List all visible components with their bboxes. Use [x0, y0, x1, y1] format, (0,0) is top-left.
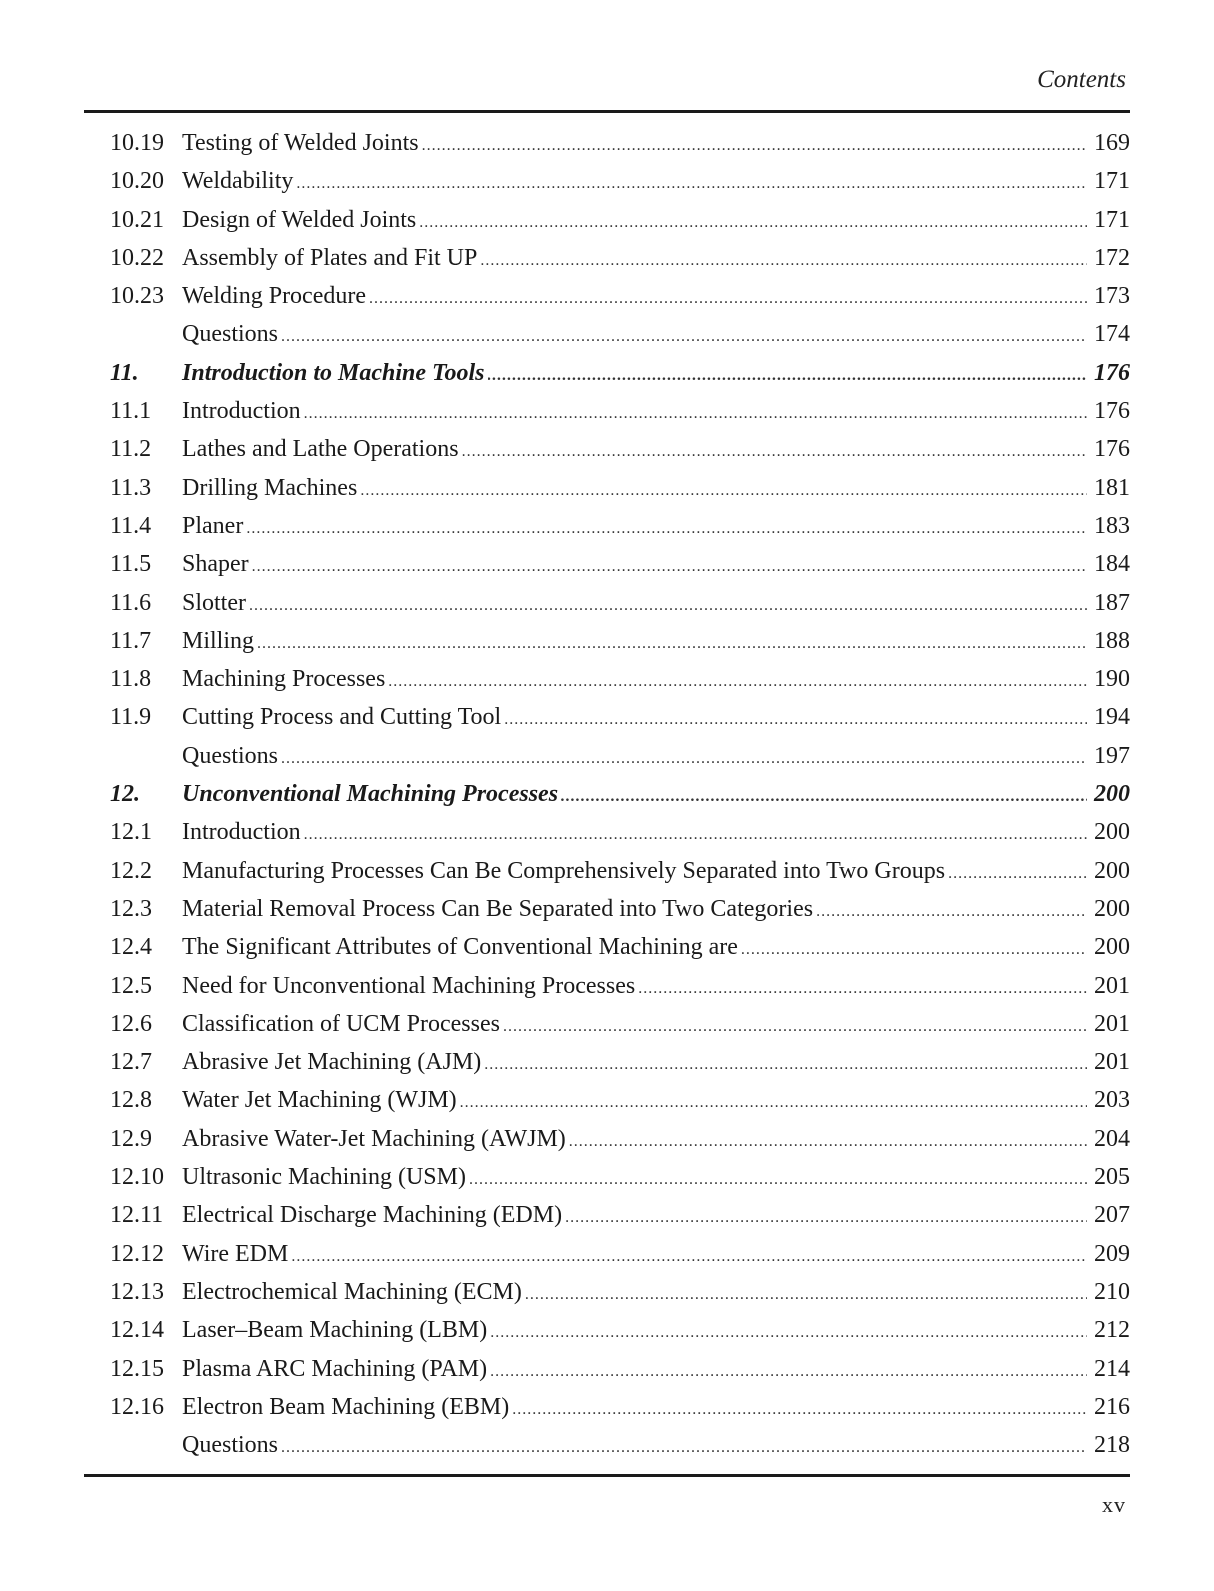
- toc-entry-title: Abrasive Water-Jet Machining (AWJM): [182, 1125, 566, 1152]
- toc-entry-number: 11.2: [110, 436, 152, 463]
- toc-entry-page: 214: [1094, 1355, 1130, 1382]
- toc-entry-title: Slotter: [182, 589, 246, 616]
- top-rule: [84, 110, 1130, 113]
- toc-entry-number: 11.3: [110, 474, 152, 501]
- dot-leader: [281, 318, 1087, 356]
- toc-entry-number: 10.20: [110, 168, 164, 195]
- dot-leader: [488, 357, 1087, 395]
- toc-entry-page: 194: [1094, 704, 1130, 731]
- toc-entry-title: Welding Procedure: [182, 283, 367, 310]
- toc-entry-number: 12.1: [110, 819, 152, 846]
- toc-entry-page: 216: [1094, 1393, 1130, 1420]
- toc-entry-title: Water Jet Machining (WJM): [182, 1087, 457, 1114]
- dot-leader: [512, 1391, 1087, 1429]
- toc-entry-row: [110, 852, 1130, 890]
- toc-entry-page: 183: [1094, 512, 1130, 539]
- toc-entry-page: 201: [1094, 1049, 1130, 1076]
- dot-leader: [569, 1123, 1087, 1161]
- toc-entry-row: [110, 545, 1130, 583]
- toc-entry-page: 176: [1094, 398, 1130, 425]
- toc-entry-row: [110, 1350, 1130, 1388]
- dot-leader: [246, 510, 1087, 548]
- toc-entry-page: 181: [1094, 474, 1130, 501]
- toc-entry-row: [110, 660, 1130, 698]
- page-number: xv: [1102, 1492, 1126, 1517]
- dot-leader: [565, 1199, 1087, 1237]
- dot-leader: [281, 740, 1087, 778]
- toc-entry-row: [110, 698, 1130, 736]
- dot-leader: [480, 242, 1087, 280]
- toc-entry-row: [110, 813, 1130, 851]
- toc-entry-title: Introduction: [182, 819, 301, 846]
- toc-entry-row: [110, 622, 1130, 660]
- toc-entry-number: 12.6: [110, 1010, 152, 1037]
- toc-entry-title: Questions: [182, 742, 278, 769]
- dot-leader: [369, 280, 1087, 318]
- dot-leader: [561, 778, 1087, 816]
- toc-entry-row: [110, 928, 1130, 966]
- toc-entry-page: 201: [1094, 972, 1130, 999]
- toc-entry-page: 212: [1094, 1317, 1130, 1344]
- dot-leader: [460, 1084, 1087, 1122]
- toc-entry-number: 12.10: [110, 1164, 164, 1191]
- toc-entry-number: 12.: [110, 781, 140, 808]
- toc-entry-title: Plasma ARC Machining (PAM): [182, 1355, 488, 1382]
- dot-leader: [638, 970, 1087, 1008]
- toc-entry-page: 174: [1094, 321, 1130, 348]
- toc-entry-page: 200: [1094, 781, 1130, 808]
- bottom-rule: [84, 1474, 1130, 1477]
- toc-entry-row: [110, 507, 1130, 545]
- dot-leader: [304, 816, 1087, 854]
- toc-entry-title: The Significant Attributes of Conventional Machining are: [182, 934, 738, 961]
- toc-entry-title: Machining Processes: [182, 666, 386, 693]
- toc-entry-title: Abrasive Jet Machining (AJM): [182, 1049, 482, 1076]
- toc-entry-page: 187: [1094, 589, 1130, 616]
- toc-entry-number: 12.13: [110, 1278, 164, 1305]
- toc-entry-title: Planer: [182, 512, 244, 539]
- toc-entry-title: Drilling Machines: [182, 474, 358, 501]
- toc-entry-number: 12.12: [110, 1240, 164, 1267]
- toc-entry-title: Testing of Welded Joints: [182, 130, 419, 156]
- toc-entry-page: 190: [1094, 666, 1130, 693]
- toc-entry-number: 12.4: [110, 934, 152, 961]
- toc-entry-title: Unconventional Machining Processes: [182, 781, 559, 808]
- toc-entry-number: 12.2: [110, 857, 152, 884]
- toc-entry-title: Electron Beam Machining (EBM): [182, 1393, 510, 1420]
- toc-entry-page: 197: [1094, 742, 1130, 769]
- toc-entry-page: 201: [1094, 1010, 1130, 1037]
- toc-entry-page: 171: [1094, 168, 1130, 195]
- toc-entry-page: 203: [1094, 1087, 1130, 1114]
- toc-entry-row: [110, 1426, 1130, 1464]
- toc-entry-number: 12.16: [110, 1393, 164, 1420]
- dot-leader: [422, 127, 1087, 165]
- toc-entry-page: 200: [1094, 934, 1130, 961]
- toc-entry-number: 10.22: [110, 244, 164, 271]
- dot-leader: [360, 472, 1087, 510]
- toc-entry-title: Questions: [182, 1432, 278, 1459]
- dot-leader: [462, 433, 1087, 471]
- toc-entry-title: Classification of UCM Processes: [182, 1010, 500, 1037]
- toc-entry-title: Milling: [182, 627, 255, 654]
- toc-entry-row: [110, 392, 1130, 430]
- toc-entry-number: 10.21: [110, 206, 164, 233]
- toc-entry-number: 12.3: [110, 895, 152, 922]
- toc-entry-number: 10.19: [110, 130, 164, 156]
- toc-chapter-row: [110, 354, 1130, 392]
- toc-entry-page: 209: [1094, 1240, 1130, 1267]
- toc-entry-title: Shaper: [182, 551, 249, 578]
- toc-entry-title: Lathes and Lathe Operations: [182, 436, 459, 463]
- toc-entry-page: 172: [1094, 244, 1130, 271]
- dot-leader: [291, 1238, 1087, 1276]
- dot-leader: [304, 395, 1087, 433]
- toc-entry-title: Electrochemical Machining (ECM): [182, 1278, 522, 1305]
- toc-entry-row: [110, 1120, 1130, 1158]
- toc-entry-page: 200: [1094, 857, 1130, 884]
- dot-leader: [490, 1314, 1087, 1352]
- toc-entry-row: [110, 1081, 1130, 1119]
- toc-entry-row: [110, 1043, 1130, 1081]
- toc-entry-title: Material Removal Process Can Be Separated into Two Categories: [182, 895, 814, 922]
- toc-entry-page: 210: [1094, 1278, 1130, 1305]
- toc-entry-row: [110, 124, 1130, 162]
- dot-leader: [388, 663, 1087, 701]
- toc-entry-page: 205: [1094, 1164, 1130, 1191]
- toc-entry-title: Assembly of Plates and Fit UP: [182, 244, 478, 271]
- toc-entry-row: [110, 201, 1130, 239]
- toc-entry-row: [110, 162, 1130, 200]
- dot-leader: [816, 893, 1087, 931]
- toc-entry-row: [110, 967, 1130, 1005]
- toc-entry-number: 11.7: [110, 627, 152, 654]
- toc-entry-number: 12.5: [110, 972, 152, 999]
- toc-entry-title: Laser–Beam Machining (LBM): [182, 1317, 488, 1344]
- dot-leader: [490, 1353, 1087, 1391]
- toc-entry-title: Weldability: [182, 168, 294, 195]
- toc-entry-title: Design of Welded Joints: [182, 206, 417, 233]
- toc-chapter-row: [110, 775, 1130, 813]
- toc-entry-row: [110, 239, 1130, 277]
- toc-entry-row: [110, 1273, 1130, 1311]
- toc-entry-number: 12.8: [110, 1087, 152, 1114]
- dot-leader: [296, 165, 1087, 203]
- toc-entry-number: 11.: [110, 359, 139, 386]
- dot-leader: [525, 1276, 1087, 1314]
- toc-entry-page: 200: [1094, 819, 1130, 846]
- toc-entry-number: 12.14: [110, 1317, 164, 1344]
- toc-entry-page: 171: [1094, 206, 1130, 233]
- dot-leader: [948, 855, 1087, 893]
- dot-leader: [504, 701, 1087, 739]
- toc-entry-page: 176: [1094, 436, 1130, 463]
- dot-leader: [252, 548, 1087, 586]
- toc-entry-row: [110, 430, 1130, 468]
- toc-entry-page: 204: [1094, 1125, 1130, 1152]
- toc-entry-number: 12.9: [110, 1125, 152, 1152]
- dot-leader: [419, 204, 1087, 242]
- toc-entry-page: 207: [1094, 1202, 1130, 1229]
- toc-entry-number: 11.1: [110, 398, 152, 425]
- toc-entry-title: Wire EDM: [182, 1240, 289, 1267]
- toc-entry-row: [110, 1158, 1130, 1196]
- toc-entry-number: 12.7: [110, 1049, 152, 1076]
- toc-entry-number: 11.9: [110, 704, 152, 731]
- toc-entry-number: 11.6: [110, 589, 152, 616]
- toc-entry-page: 169: [1094, 130, 1130, 156]
- dot-leader: [503, 1008, 1087, 1046]
- toc-entry-row: [110, 1388, 1130, 1426]
- toc-entry-title: Electrical Discharge Machining (EDM): [182, 1202, 563, 1229]
- dot-leader: [257, 625, 1087, 663]
- toc-entry-title: Introduction to Machine Tools: [182, 359, 485, 386]
- dot-leader: [249, 587, 1087, 625]
- dot-leader: [281, 1429, 1087, 1467]
- toc-entry-number: 10.23: [110, 283, 164, 310]
- toc-entry-number: 11.4: [110, 512, 152, 539]
- toc-entry-page: 184: [1094, 551, 1130, 578]
- dot-leader: [469, 1161, 1087, 1199]
- toc-entry-row: [110, 737, 1130, 775]
- toc-entry-row: [110, 584, 1130, 622]
- toc-entry-title: Cutting Process and Cutting Tool: [182, 704, 502, 731]
- toc-entry-row: [110, 1235, 1130, 1273]
- toc-entry-title: Introduction: [182, 398, 301, 425]
- toc-entry-number: 12.11: [110, 1202, 164, 1229]
- toc-entry-title: Need for Unconventional Machining Processes: [182, 972, 636, 999]
- toc-entry-number: 12.15: [110, 1355, 164, 1382]
- toc-entry-title: Questions: [182, 321, 278, 348]
- toc-entry-page: 173: [1094, 283, 1130, 310]
- toc-entry-row: [110, 1005, 1130, 1043]
- toc-entry-title: Ultrasonic Machining (USM): [182, 1164, 466, 1191]
- toc-entry-number: 11.8: [110, 666, 152, 693]
- toc-entry-row: [110, 469, 1130, 507]
- toc-entry-row: [110, 1196, 1130, 1234]
- running-head: Contents: [1037, 66, 1126, 93]
- toc-entry-page: 176: [1094, 359, 1130, 386]
- toc-entry-row: [110, 315, 1130, 353]
- toc-entry-page: 218: [1094, 1432, 1130, 1459]
- dot-leader: [741, 931, 1087, 969]
- dot-leader: [484, 1046, 1087, 1084]
- toc-entry-title: Manufacturing Processes Can Be Comprehensively Separated into Two Groups: [182, 857, 946, 884]
- toc-entry-row: [110, 890, 1130, 928]
- toc-entry-row: [110, 1311, 1130, 1349]
- toc-entry-row: [110, 277, 1130, 315]
- toc-entry-page: 188: [1094, 627, 1130, 654]
- toc-entry-page: 200: [1094, 895, 1130, 922]
- table-of-contents: [110, 124, 1130, 1464]
- toc-entry-number: 11.5: [110, 551, 152, 578]
